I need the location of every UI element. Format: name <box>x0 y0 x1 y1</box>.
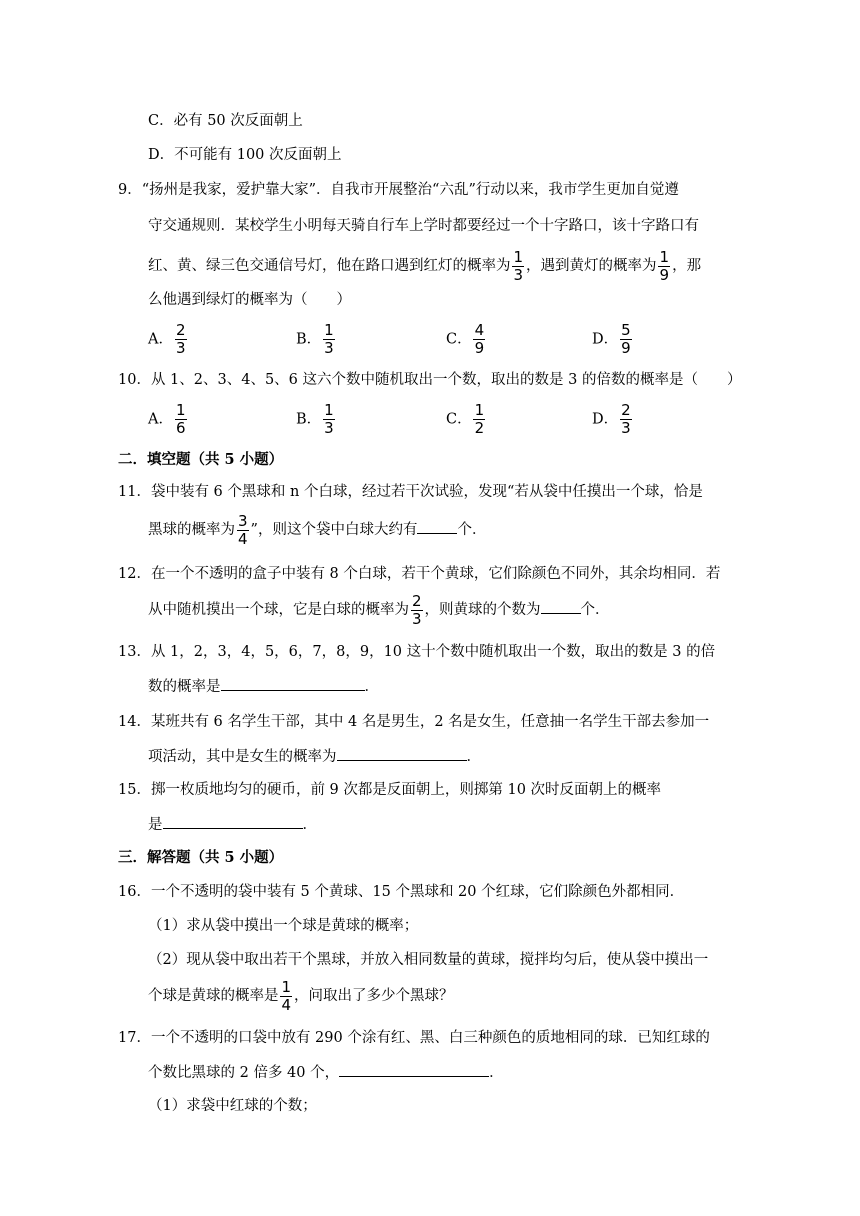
q16-fraction <box>280 979 294 1014</box>
q9-line-2: 守交通规则．某校学生小明每天骑自行车上学时都要经过一个十字路口，该十字路口有 <box>148 218 699 234</box>
option-label: C． <box>446 411 472 428</box>
q9-option-a <box>148 322 189 357</box>
q9-fraction-red <box>512 249 526 284</box>
q13-text-a: 数的概率是 <box>148 679 221 695</box>
q17-line-2 <box>148 1062 504 1083</box>
fraction-numerator: 1 <box>324 401 334 419</box>
q14-text-a: 项活动，其中是女生的概率为 <box>148 749 337 765</box>
q14-line-2 <box>148 746 481 767</box>
fraction-numerator: 5 <box>621 321 631 339</box>
q10-option-c <box>446 402 487 437</box>
fraction-numerator: 3 <box>238 511 248 530</box>
option-fraction <box>322 322 336 357</box>
fraction-denominator: 2 <box>474 419 485 437</box>
q12-text-a: 从中随机摸出一个球，它是白球的概率为 <box>148 602 409 618</box>
fraction-denominator: 9 <box>621 339 631 357</box>
q8-option-d: D．不可能有 100 次反面朝上 <box>148 147 342 163</box>
q10-option-d <box>592 402 634 437</box>
fraction-denominator: 9 <box>659 265 670 284</box>
q16-subquestion-1: （1）求从袋中摸出一个球是黄球的概率； <box>148 918 419 934</box>
fraction-numerator: 1 <box>659 247 670 266</box>
option-label: D． <box>592 331 619 348</box>
fraction-denominator: 9 <box>474 339 485 357</box>
q12-text-b: ，则黄球的个数为 <box>424 602 541 618</box>
q11-line-1: 11．袋中装有 6 个黑球和 n 个白球，经过若干次试验，发现“若从袋中任摸出一个球，恰是 <box>118 484 703 500</box>
fraction-numerator: 2 <box>175 321 186 339</box>
q17-line-1: 17．一个不透明的口袋中放有 290 个涂有红、黑、白三种颜色的质地相同的球．已知红球的 <box>118 1030 710 1046</box>
option-label: D． <box>592 411 619 428</box>
section-heading-solve: 三．解答题（共 5 小题） <box>118 849 284 866</box>
q10-option-b <box>296 402 337 437</box>
option-fraction <box>619 402 633 437</box>
answer-blank[interactable] <box>339 1062 489 1077</box>
q15-text-a: 是 <box>148 817 163 833</box>
q16-text-b: ，问取出了多少个黑球？ <box>294 988 454 1004</box>
fraction-denominator: 3 <box>324 419 334 437</box>
q11-text-a: 黑球的概率为 <box>148 522 235 538</box>
option-fraction <box>619 322 633 357</box>
fraction-numerator: 1 <box>175 401 186 419</box>
option-fraction <box>322 402 336 437</box>
q15-line-1: 15．掷一枚质地均匀的硬币，前 9 次都是反面朝上，则掷第 10 次时反面朝上的概率 <box>118 782 662 798</box>
option-label: A． <box>148 411 173 428</box>
option-fraction <box>473 322 487 357</box>
fraction-numerator: 1 <box>474 401 485 419</box>
q17-text-b: ． <box>489 1065 504 1081</box>
fraction-denominator: 4 <box>281 995 292 1014</box>
q11-fraction <box>236 513 250 548</box>
option-label: A． <box>148 331 173 348</box>
fraction-denominator: 3 <box>621 419 631 437</box>
q13-text-b: ． <box>364 679 379 695</box>
fraction-denominator: 3 <box>324 339 334 357</box>
q12-text-c: 个． <box>580 602 610 618</box>
q9-fraction-yellow <box>658 249 672 284</box>
q10-line-1: 10．从 1、2、3、4、5、6 这六个数中随机取出一个数，取出的数是 3 的倍数的概率是（ ） <box>118 372 742 388</box>
q16-subquestion-2: （2）现从袋中取出若干个黑球，并放入相同数量的黄球，搅拌均匀后，使从袋中摸出一 <box>148 952 709 968</box>
q9-line-3-text-a: 红、黄、绿三色交通信号灯，他在路口遇到红灯的概率为 <box>148 258 511 274</box>
fraction-numerator: 2 <box>412 591 422 610</box>
q9-line-1: 9．“扬州是我家，爱护靠大家”．自我市开展整治“六乱”行动以来，我市学生更加自觉遵 <box>118 182 679 198</box>
q9-option-b <box>296 322 337 357</box>
q9-line-3 <box>148 248 701 284</box>
section-heading-fill-in: 二．填空题（共 5 小题） <box>118 451 284 468</box>
fraction-denominator: 3 <box>412 609 422 628</box>
option-label: B． <box>296 411 322 428</box>
answer-blank[interactable] <box>221 676 365 691</box>
q13-line-1: 13．从 1，2，3，4，5，6，7，8，9，10 这十个数中随机取出一个数，取出的数是 3 的倍 <box>118 644 716 660</box>
q9-line-4: 么他遇到绿灯的概率为（ ） <box>148 292 351 308</box>
fraction-numerator: 2 <box>621 401 631 419</box>
q15-text-b: ． <box>302 817 317 833</box>
answer-blank[interactable] <box>337 746 467 761</box>
option-label: B． <box>296 331 322 348</box>
answer-blank[interactable] <box>417 519 457 534</box>
q14-line-1: 14．某班共有 6 名学生干部，其中 4 名是男生，2 名是女生，任意抽一名学生干部去参加一 <box>118 714 710 730</box>
q12-fraction <box>410 593 424 628</box>
q17-subquestion-1: （1）求袋中红球的个数； <box>148 1098 317 1114</box>
fraction-numerator: 1 <box>281 977 292 996</box>
option-fraction <box>174 402 188 437</box>
q10-option-a <box>148 402 189 437</box>
q17-text-a: 个数比黑球的 2 倍多 40 个， <box>148 1065 340 1081</box>
option-label: C． <box>446 331 472 348</box>
q9-line-3-text-b: ，遇到黄灯的概率为 <box>526 258 657 274</box>
fraction-denominator: 6 <box>175 419 186 437</box>
q16-subquestion-2-line-2 <box>148 978 454 1014</box>
q11-text-b: ”，则这个袋中白球大约有 <box>250 522 418 538</box>
fraction-denominator: 3 <box>175 339 186 357</box>
fraction-numerator: 1 <box>324 321 334 339</box>
q11-text-c: 个． <box>457 522 487 538</box>
q14-text-b: ． <box>466 749 481 765</box>
option-fraction <box>473 402 487 437</box>
fraction-denominator: 4 <box>238 529 248 548</box>
fraction-denominator: 3 <box>513 265 524 284</box>
q8-option-c: C．必有 50 次反面朝上 <box>148 113 303 129</box>
answer-blank[interactable] <box>163 814 303 829</box>
fraction-numerator: 1 <box>513 247 524 266</box>
fraction-numerator: 4 <box>474 321 485 339</box>
q9-option-d <box>592 322 634 357</box>
q16-line-1: 16．一个不透明的袋中装有 5 个黄球、15 个黑球和 20 个红球，它们除颜色外都相同． <box>118 884 685 900</box>
option-fraction <box>174 322 188 357</box>
q16-text-a: 个球是黄球的概率是 <box>148 988 279 1004</box>
answer-blank[interactable] <box>541 599 581 614</box>
q9-option-c <box>446 322 487 357</box>
q12-line-2 <box>148 592 610 628</box>
q9-line-3-text-c: ，那 <box>672 258 702 274</box>
q13-line-2 <box>148 676 379 697</box>
q15-line-2 <box>148 814 317 835</box>
q11-line-2 <box>148 512 486 548</box>
q12-line-1: 12．在一个不透明的盒子中装有 8 个白球，若干个黄球，它们除颜色不同外，其余均相同．若 <box>118 566 721 582</box>
